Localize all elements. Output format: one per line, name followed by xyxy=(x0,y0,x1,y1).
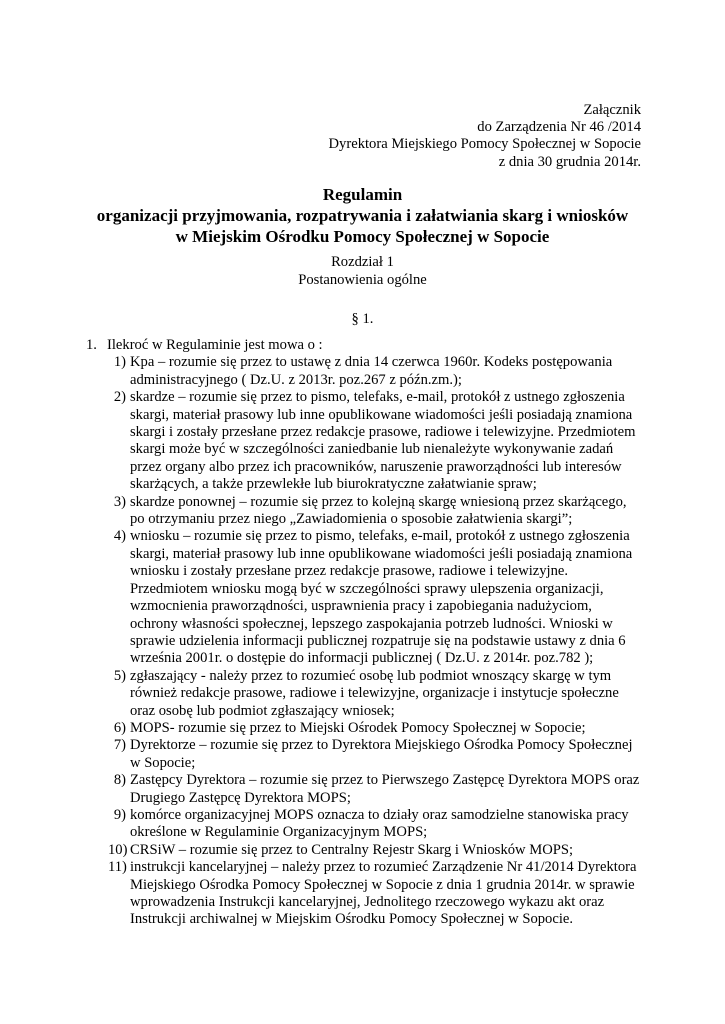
title-line-2: organizacji przyjmowania, rozpatrywania i załatwiania skarg i wniosków xyxy=(96,206,629,225)
list-item-line: Kpa – rozumie się przez to ustawę z dnia 14 czerwca 1960r. Kodeks postępowania xyxy=(130,354,613,371)
list-item-number: 3) xyxy=(113,493,126,510)
list-item-line: skardze – rozumie się przez to pismo, telefaks, e-mail, protokół z ustnego zgłoszenia xyxy=(130,389,625,406)
list-item-line: instrukcji kancelaryjnej – należy przez to rozumieć Zarządzenie Nr 41/2014 Dyrektora xyxy=(130,859,637,876)
chapter-heading xyxy=(60,254,665,289)
list-item-line: skarżących, a także przewlekłe lub biurokratyczne załatwianie spraw; xyxy=(130,476,537,493)
list-item-line: sprawie udzielenia informacji publicznej rozpatruje się na podstawie ustawy z dnia 6 xyxy=(130,632,626,649)
title-line-3: w Miejskim Ośrodku Pomocy Społecznej w Sopocie xyxy=(175,227,550,246)
list-item-number: 8) xyxy=(113,772,126,789)
list-item xyxy=(108,859,641,929)
list-item xyxy=(108,720,641,737)
list-item xyxy=(108,737,641,772)
list-item-line: skargi może być w szczególności zaniedbanie lub nienależyte wykonywanie zadań xyxy=(130,441,614,458)
list-item-text xyxy=(130,842,641,859)
list-item-number: 7) xyxy=(113,737,126,754)
list-item-text xyxy=(130,859,641,929)
definitions-list xyxy=(108,354,641,928)
list-item-number: 4) xyxy=(113,528,126,545)
paragraph-intro: Ilekroć w Regulaminie jest mowa o : xyxy=(107,337,323,353)
list-item-line: Przedmiotem wniosku mogą być w szczególności sprawy ulepszenia organizacji, xyxy=(130,580,604,597)
list-item xyxy=(108,842,641,859)
list-item-line: CRSiW – rozumie się przez to Centralny Rejestr Skarg i Wniosków MOPS; xyxy=(130,841,574,858)
list-item-line: oraz osobę lub podmiot zgłaszający wniosek; xyxy=(130,702,395,719)
list-item-line: przez organy albo przez ich pracowników, naruszenie praworządności lub interesów xyxy=(130,458,622,475)
list-item-number: 9) xyxy=(113,806,126,823)
list-item-line: po otrzymaniu przez niego „Zawiadomienia o sposobie załatwienia skargi”; xyxy=(130,511,573,528)
list-item-number: 5) xyxy=(113,667,126,684)
list-item xyxy=(108,389,641,493)
chapter-name: Postanowienia ogólne xyxy=(298,271,427,288)
list-item-number: 2) xyxy=(113,389,126,406)
list-item xyxy=(108,772,641,807)
list-item-line: Drugiego Zastępcę Dyrektora MOPS; xyxy=(130,789,351,806)
list-item-text xyxy=(130,494,641,529)
list-item-line: Zastępcy Dyrektora – rozumie się przez to Pierwszego Zastępcę Dyrektora MOPS oraz xyxy=(130,772,640,789)
list-item-line: skardze ponownej – rozumie się przez to kolejną skargę wniesioną przez skarżącego, xyxy=(130,493,627,510)
list-item xyxy=(108,494,641,529)
list-item-text xyxy=(130,720,641,737)
chapter-number: Rozdział 1 xyxy=(331,254,394,270)
list-item-number: 11) xyxy=(108,859,127,876)
list-item xyxy=(108,354,641,389)
list-item-line: wprowadzenia Instrukcji kancelaryjnej, Jednolitego rzeczowego wykazu akt oraz xyxy=(130,894,605,910)
paragraph-1-intro-row xyxy=(86,337,641,354)
list-item-line: administracyjnego ( Dz.U. z 2013r. poz.267 z późn.zm.); xyxy=(130,371,462,388)
list-item-line: skargi, materiał prasowy lub inne opublikowane wiadomości jeśli posiadają znamiona xyxy=(130,406,633,423)
list-item-text xyxy=(130,389,641,493)
list-item-line: MOPS- rozumie się przez to Miejski Ośrodek Pomocy Społecznej w Sopocie; xyxy=(130,719,586,736)
document-title xyxy=(60,184,665,247)
list-item-text xyxy=(130,354,641,389)
paragraph-number: 1. xyxy=(86,337,97,353)
list-item-line: września 2001r. o dostępie do informacji publicznej ( Dz.U. z 2014r. poz.782 ); xyxy=(130,650,594,667)
list-item-number: 1) xyxy=(113,354,126,371)
list-item xyxy=(108,807,641,842)
list-item-text xyxy=(130,772,641,807)
section-sign: § 1. xyxy=(351,311,374,327)
list-item-text xyxy=(130,528,641,667)
list-item-text xyxy=(130,668,641,720)
attachment-issuer: Dyrektora Miejskiego Pomocy Społecznej w Sopocie xyxy=(328,136,641,153)
attachment-order-ref: do Zarządzenia Nr 46 /2014 xyxy=(477,119,641,136)
list-item xyxy=(108,668,641,720)
list-item-line: zgłaszający - należy przez to rozumieć osobę lub podmiot wnoszący skargę w tym xyxy=(130,667,612,684)
list-item-text xyxy=(130,807,641,842)
paragraph-1 xyxy=(86,337,641,929)
list-item-line: w Sopocie; xyxy=(130,754,196,771)
attachment-header xyxy=(241,102,641,171)
list-item-text xyxy=(130,737,641,772)
list-item-line: Miejskiego Ośrodka Pomocy Społecznej w Sopocie z dnia 1 grudnia 2014r. w sprawie xyxy=(130,876,635,893)
list-item-line: wniosku – rozumie się przez to pismo, telefaks, e-mail, protokół z ustnego zgłoszenia xyxy=(130,528,630,545)
list-item-line: Instrukcji archiwalnej w Miejskim Ośrodku Pomocy Społecznej w Sopocie. xyxy=(130,911,574,928)
attachment-label: Załącznik xyxy=(583,102,641,118)
list-item-line: skargi i zostały przesłane przez redakcje prasowe, radiowe i telewizyjne. Przedmiotem xyxy=(130,424,636,441)
list-item-line: również redakcje prasowe, radiowe i telewizyjne, organizacje i instytucje społeczne xyxy=(130,685,619,702)
list-item-number: 6) xyxy=(113,719,126,736)
list-item-line: skargi, materiał prasowy lub inne opublikowane wiadomości jeśli posiadają znamiona xyxy=(130,545,633,562)
list-item-line: wniosku i zostały przesłane przez redakcje prasowe, radiowe i telewizyjne. xyxy=(130,563,569,580)
title-line-1: Regulamin xyxy=(322,185,403,204)
list-item-line: Dyrektorze – rozumie się przez to Dyrektora Miejskiego Ośrodka Pomocy Społecznej xyxy=(130,737,633,754)
list-item-line: ochrony własności społecznej, lepszego zaspokajania potrzeb ludności. Wnioski w xyxy=(130,615,613,632)
list-item-line: określone w Regulaminie Organizacyjnym MOPS; xyxy=(130,824,428,841)
list-item-line: wzmocnienia praworządności, usprawnienia pracy i zapobiegania nadużyciom, xyxy=(130,598,592,615)
list-item-number: 10) xyxy=(108,841,128,858)
list-item xyxy=(108,528,641,667)
list-item-line: komórce organizacyjnej MOPS oznacza to działy oraz samodzielne stanowiska pracy xyxy=(130,806,629,823)
attachment-date: z dnia 30 grudnia 2014r. xyxy=(498,153,641,170)
